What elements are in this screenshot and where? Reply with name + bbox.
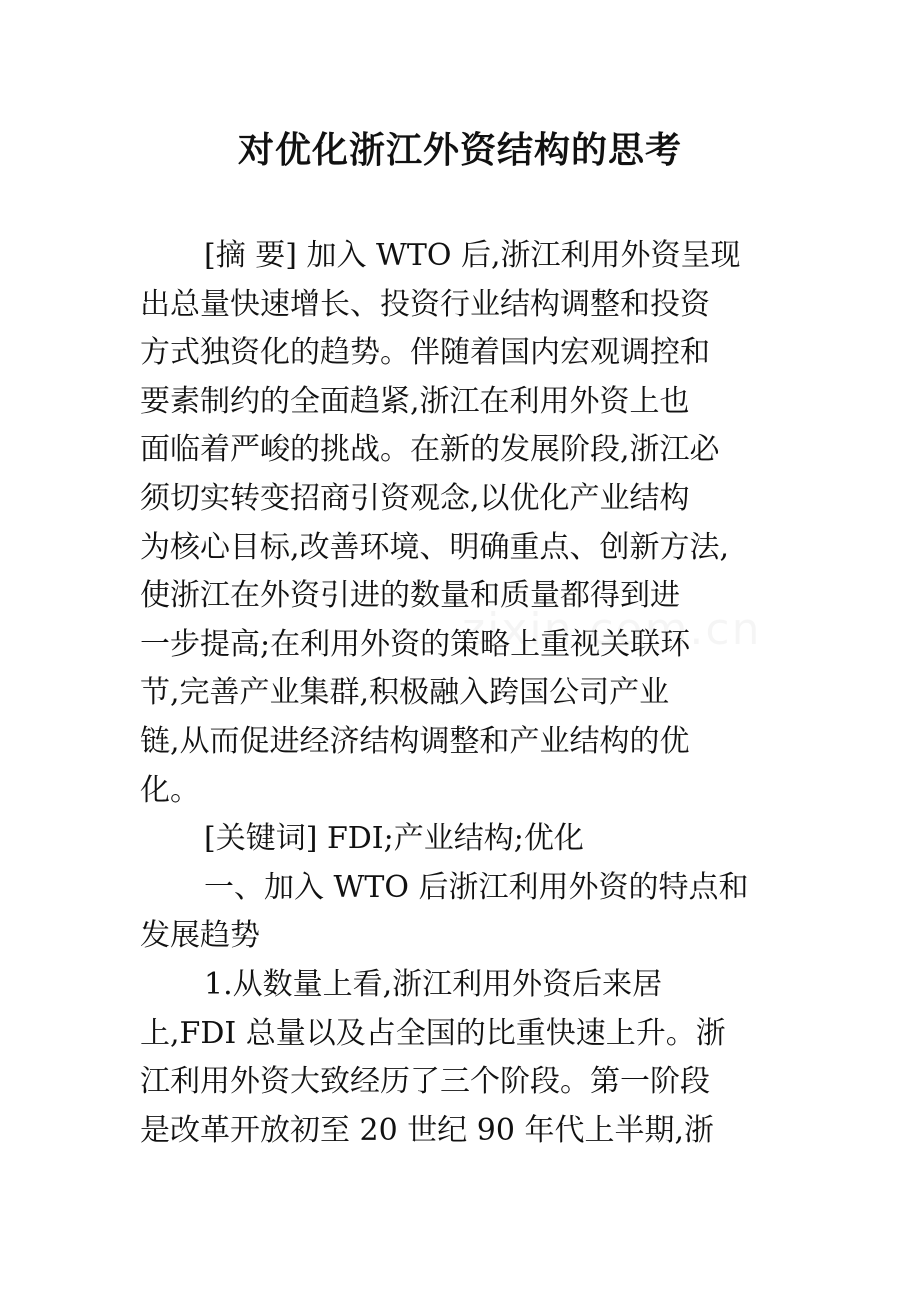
abstract-line: 方式独资化的趋势。伴随着国内宏观调控和 [140,335,710,371]
section-heading-line: 一、加入 WTO 后浙江利用外资的特点和 [204,869,749,905]
abstract-line: 要素制约的全面趋紧,浙江在利用外资上也 [140,383,690,419]
document-title: 对优化浙江外资结构的思考 [237,129,682,171]
section-heading-line: 发展趋势 [140,918,260,954]
abstract-line: 一步提高;在利用外资的策略上重视关联环 [140,626,691,662]
document-body [140,232,790,1155]
paragraph-line: 上,FDI 总量以及占全国的比重快速上升。浙 [140,1015,726,1051]
abstract-line: 化。 [140,772,200,808]
keywords-line: [关键词] FDI;产业结构;优化 [204,821,584,857]
paragraph-line: 江利用外资大致经历了三个阶段。第一阶段 [140,1064,710,1100]
abstract-line: 面临着严峻的挑战。在新的发展阶段,浙江必 [140,432,720,468]
abstract-line: 须切实转变招商引资观念,以优化产业结构 [140,480,690,516]
abstract-line: 使浙江在外资引进的数量和质量都得到进 [140,578,680,614]
abstract-line: [摘 要] 加入 WTO 后,浙江利用外资呈现 [204,238,741,273]
abstract-line: 节,完善产业集群,积极融入跨国公司产业 [140,675,670,711]
paragraph-line: 1.从数量上看,浙江利用外资后来居 [204,966,663,1002]
abstract-line: 为核心目标,改善环境、明确重点、创新方法, [140,529,730,565]
abstract-line: 出总量快速增长、投资行业结构调整和投资 [140,286,710,322]
abstract-line: 链,从而促进经济结构调整和产业结构的优 [140,723,690,759]
paragraph-line: 是改革开放初至 20 世纪 90 年代上半期,浙 [140,1112,715,1148]
